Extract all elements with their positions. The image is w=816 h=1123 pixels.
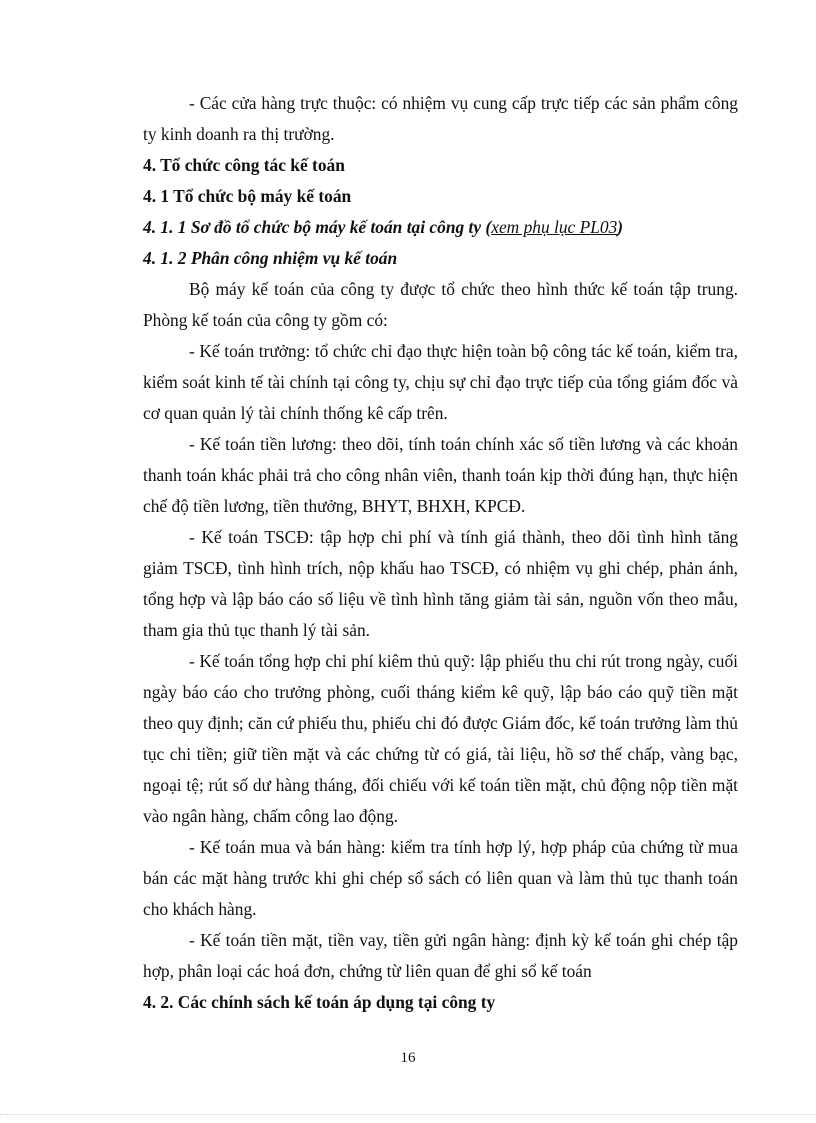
heading-4: 4. Tổ chức công tác kế toán (143, 155, 345, 175)
heading-4-1-1 (143, 212, 738, 243)
paragraph-cash-bank-accountant: - Kế toán tiền mặt, tiền vay, tiền gửi ngân hàng: định kỳ kế toán ghi chép tập hợp, phân loại các hoá đơn, chứng từ liên quan để ghi sổ kế toán (143, 930, 738, 981)
heading-4-1-2: 4. 1. 2 Phân công nhiệm vụ kế toán (143, 248, 398, 268)
appendix-link[interactable]: xem phụ lục PL03 (491, 217, 618, 237)
heading-4-1-1-close: ) (617, 217, 624, 237)
heading-4-2: 4. 2. Các chính sách kế toán áp dụng tại công ty (143, 992, 496, 1012)
footer-divider (0, 1114, 816, 1115)
paragraph-purchase-sales-accountant: - Kế toán mua và bán hàng: kiểm tra tính hợp lý, hợp pháp của chứng từ mua bán các mặt hàng trước khi ghi chép sổ sách có liên quan và làm thủ tục thanh toán cho khách hàng. (143, 837, 738, 919)
paragraph-general-accountant-cashier: - Kế toán tổng hợp chi phí kiêm thủ quỹ: lập phiếu thu chi rút trong ngày, cuối ngày báo cáo cho trưởng phòng, cuối tháng kiểm kê quỹ, lập báo cáo quỹ tiền mặt theo quy định; căn cứ phiếu thu, phiếu chi đó được Giám đốc, kế toán trưởng làm thủ tục chi tiền; giữ tiền mặt và các chứng từ có giá, tài liệu, hồ sơ thế chấp, vàng bạc, ngoại tệ; rút số dư hàng tháng, đối chiếu với kế toán tiền mặt, chủ động nộp tiền mặt vào ngân hàng, chấm công lao động. (143, 651, 738, 826)
page-number: 16 (400, 1050, 416, 1066)
paragraph-fixed-asset-accountant: - Kế toán TSCĐ: tập hợp chi phí và tính giá thành, theo dõi tình hình tăng giảm TSCĐ, tình hình trích, nộp khấu hao TSCĐ, có nhiệm vụ ghi chép, phản ánh, tổng hợp và lập báo cáo số liệu về tình hình tăng giảm tài sản, nguồn vốn theo mẫu, tham gia thủ tục thanh lý tài sản. (143, 527, 738, 640)
paragraph-payroll-accountant: - Kế toán tiền lương: theo dõi, tính toán chính xác số tiền lương và các khoản thanh toán khác phải trả cho công nhân viên, thanh toán kịp thời đúng hạn, thực hiện chế độ tiền lương, tiền thưởng, BHYT, BHXH, KPCĐ. (143, 434, 738, 516)
paragraph-subsidiary-stores: - Các cửa hàng trực thuộc: có nhiệm vụ cung cấp trực tiếp các sản phẩm công ty kinh doanh ra thị trường. (143, 93, 738, 144)
heading-4-1-1-text: 4. 1. 1 Sơ đồ tổ chức bộ máy kế toán tại công ty ( (143, 217, 492, 237)
paragraph-accounting-structure: Bộ máy kế toán của công ty được tổ chức theo hình thức kế toán tập trung. Phòng kế toán của công ty gồm có: (143, 279, 738, 330)
heading-4-1: 4. 1 Tổ chức bộ máy kế toán (143, 186, 352, 206)
page-content (143, 88, 738, 1018)
paragraph-chief-accountant: - Kế toán trưởng: tổ chức chỉ đạo thực hiện toàn bộ công tác kế toán, kiểm tra, kiểm soát kinh tế tài chính tại công ty, chịu sự chỉ đạo trực tiếp của tổng giám đốc và cơ quan quản lý tài chính thống kê cấp trên. (143, 341, 738, 423)
